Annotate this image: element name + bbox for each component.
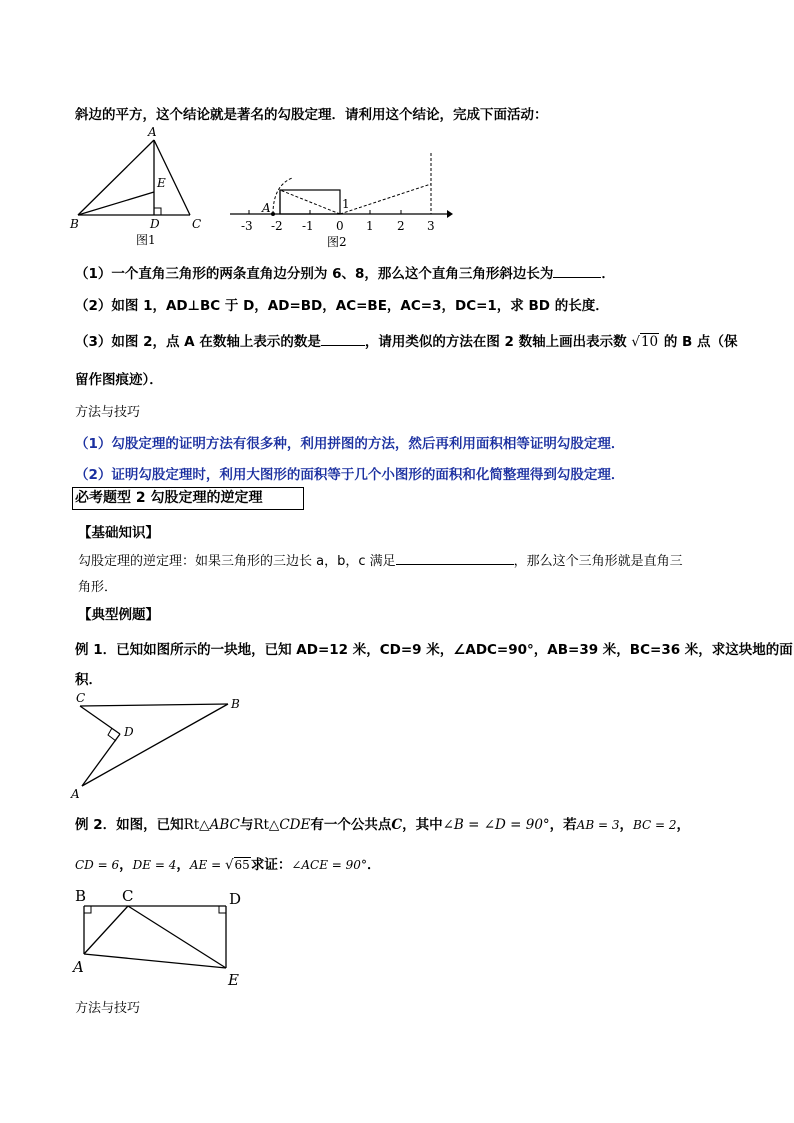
converse-theorem: 勾股定理的逆定理：如果三角形的三边长 a，b，c 满足 ，那么这个三角形就是直角三 xyxy=(78,554,683,569)
figure-2 xyxy=(225,150,455,250)
example-1-text: 例 1．已知如图所示的一块地，已知 AD=12 米，CD=9 米，∠ADC=90°，AB=39 米，BC=36 米，求这块地的面 xyxy=(75,642,793,658)
fig1-label-d: D xyxy=(150,217,160,231)
ex1-label-b: B xyxy=(231,697,240,711)
fig2-tick-3: 3 xyxy=(427,219,435,233)
fig2-tick-n2: -2 xyxy=(271,219,283,233)
fig1-label-a: A xyxy=(148,125,157,139)
fig2-caption: 图2 xyxy=(327,235,347,249)
fig2-tick-0: 0 xyxy=(336,219,344,233)
fig1-label-b: B xyxy=(70,217,79,231)
question-2: （2）如图 1，AD⊥BC 于 D，AD=BD，AC=BE，AC=3，DC=1，求 BD 的长度． xyxy=(75,298,609,314)
question-1-text: （1）一个直角三角形的两条直角边分别为 6、8，那么这个直角三角形斜边长为 xyxy=(75,266,554,282)
method-tip-2: （2）证明勾股定理时，利用大图形的面积等于几个小图形的面积和化简整理得到勾股定理． xyxy=(75,467,625,483)
ex1-label-a: A xyxy=(71,787,80,801)
fig2-tick-1: 1 xyxy=(366,219,374,233)
answer-blank-3[interactable] xyxy=(321,333,365,346)
fig1-label-c: C xyxy=(192,217,202,231)
ex1-label-c: C xyxy=(76,691,86,705)
fig2-tick-2: 2 xyxy=(397,219,405,233)
example-2-figure xyxy=(70,884,250,990)
example-1-cont: 积． xyxy=(75,672,102,688)
fig2-tick-n1: -1 xyxy=(302,219,314,233)
answer-blank-converse[interactable] xyxy=(396,552,514,565)
ex2-label-b: B xyxy=(75,887,87,905)
section-2-heading: 必考题型 2 勾股定理的逆定理 xyxy=(72,487,304,510)
converse-theorem-cont: 角形． xyxy=(78,580,118,595)
question-3: （3）如图 2，点 A 在数轴上表示的数是 ，请用类似的方法在图 2 数轴上画出表示数 √10 的 B 点（保 xyxy=(75,334,738,350)
figure-1 xyxy=(66,124,216,249)
ex2-label-c: C xyxy=(122,887,134,905)
ex2-label-e: E xyxy=(228,971,239,989)
fig2-label-one: 1 xyxy=(342,197,350,211)
typical-examples-label: 【典型例题】 xyxy=(78,607,159,623)
intro-text: 斜边的平方，这个结论就是著名的勾股定理．请利用这个结论，完成下面活动： xyxy=(75,107,548,123)
example-2-text: 例 2．如图，已知Rt△ABC与Rt△CDE有一个公共点C，其中∠B = ∠D = 90°，若AB = 3，BC = 2， xyxy=(75,817,691,833)
ex2-label-a: A xyxy=(73,958,84,976)
basic-knowledge-label: 【基础知识】 xyxy=(78,525,159,541)
example-1-figure xyxy=(68,690,248,802)
question-1: （1）一个直角三角形的两条直角边分别为 6、8，那么这个直角三角形斜边长为 ． xyxy=(75,266,615,282)
fig1-caption: 图1 xyxy=(136,233,156,247)
sqrt-65: √65 xyxy=(224,857,250,873)
fig2-tick-n3: -3 xyxy=(241,219,253,233)
ex1-label-d: D xyxy=(124,725,134,739)
question-3-cont: 留作图痕迹）． xyxy=(75,372,163,388)
method-title-2: 方法与技巧 xyxy=(75,1001,141,1016)
sqrt-10: √10 xyxy=(631,334,659,350)
ex2-label-d: D xyxy=(229,890,242,908)
example-2-cont: CD = 6，DE = 4，AE = √65求证：∠ACE = 90°． xyxy=(75,857,381,873)
fig1-label-e: E xyxy=(157,176,166,190)
method-title-1: 方法与技巧 xyxy=(75,405,141,420)
method-tip-1: （1）勾股定理的证明方法有很多种，利用拼图的方法，然后再利用面积相等证明勾股定理． xyxy=(75,436,625,452)
fig2-label-a: A xyxy=(262,201,271,215)
answer-blank-1[interactable] xyxy=(553,265,601,278)
